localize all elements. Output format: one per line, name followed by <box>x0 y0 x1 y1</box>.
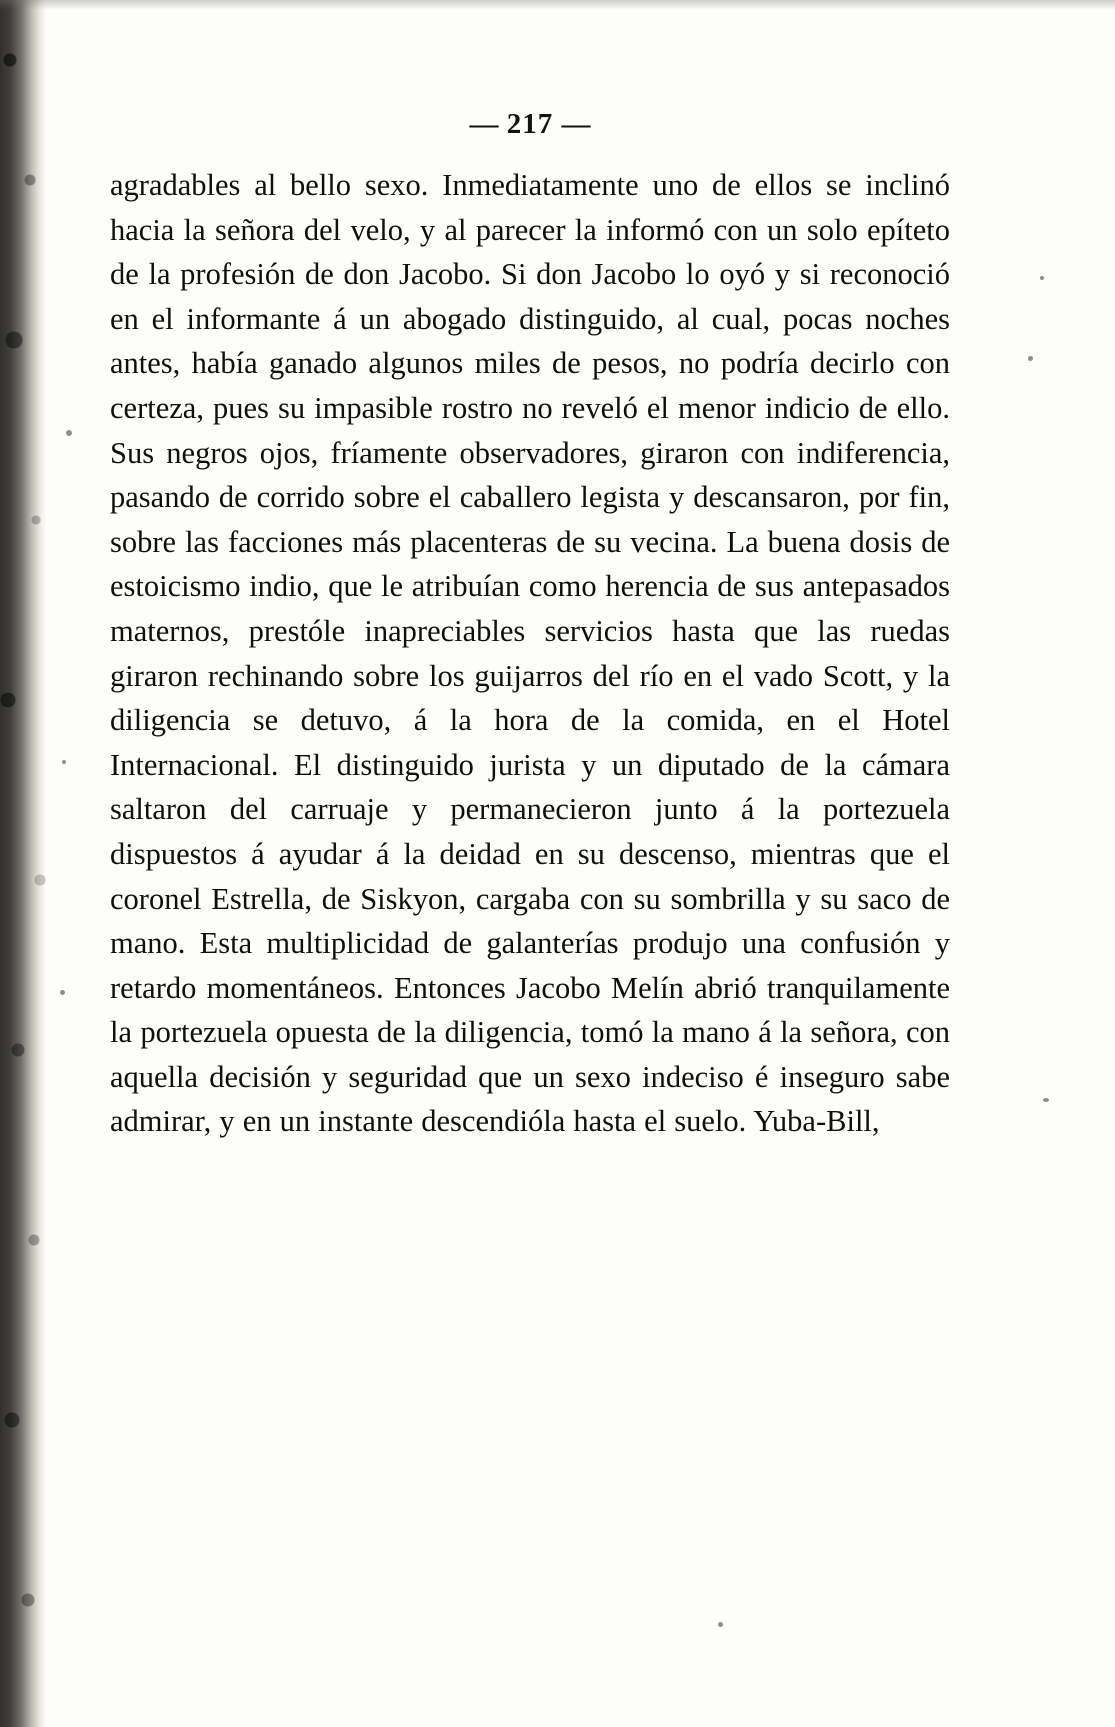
body-paragraph: agradables al bello sexo. Inmediatamente uno de ellos se inclinó hacia la señora del velo, y al parecer la informó con un solo epíteto de la profesión de don Jacobo. Si don Jacobo lo oyó y si reconoció en el informante á un abogado distinguido, al cual, pocas noches antes, había ganado algunos miles de pesos, no podría decirlo con certeza, pues su impasible rostro no reveló el menor indicio de ello. Sus negros ojos, fríamente observadores, giraron con indiferencia, pasando de corrido sobre el caballero legista y descansaron, por fin, sobre las facciones más placenteras de su vecina. La buena dosis de estoicismo indio, que le atribuían como herencia de sus antepasados maternos, prestóle inapreciables servicios hasta que las ruedas giraron rechinando sobre los guijarros del río en el vado Scott, y la diligencia se detuvo, á la hora de la comida, en el Hotel Internacional. El distinguido jurista y un diputado de la cámara saltaron del carruaje y permanecieron junto á la portezuela dispuestos á ayudar á la deidad en su descenso, mientras que el coronel Estrella, de Siskyon, cargaba con su sombrilla y su saco de mano. Esta multiplicidad de galanterías produjo una confusión y retardo momentáneos. Entonces Jacobo Melín abrió tranquilamente la portezuela opuesta de la diligencia, tomó la mano á la señora, con aquella decisión y seguridad que un sexo indeciso é inseguro sabe admirar, y en un instante descendióla hasta el suelo. Yuba-Bill, <box>110 168 950 1139</box>
page-content <box>110 0 950 1727</box>
scan-speck <box>1040 276 1044 280</box>
folio-left-rule: — <box>469 108 499 140</box>
page-folio <box>110 108 950 141</box>
scan-speck <box>62 760 66 764</box>
scan-speck <box>1043 1098 1049 1102</box>
folio-right-rule: — <box>561 108 591 140</box>
scan-speck <box>60 990 65 995</box>
scan-speck <box>66 430 72 436</box>
page-body-text <box>110 163 950 1144</box>
folio-number: 217 <box>506 108 554 140</box>
scan-speck <box>1028 356 1033 361</box>
binding-gutter-shadow <box>0 0 46 1727</box>
